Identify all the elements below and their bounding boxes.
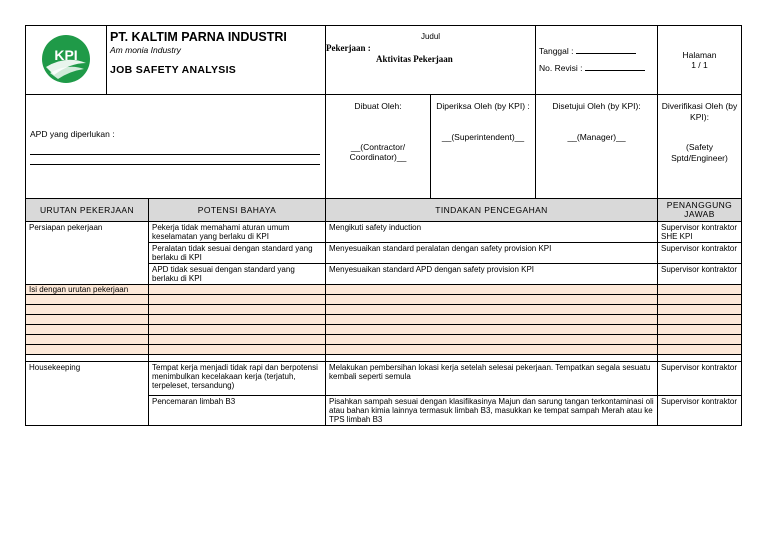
hazard-cell: Peralatan tidak sesuai dengan standard yang berlaku di KPI [149,243,326,264]
diverifikasi-role: (Safety Sptd/Engineer) [671,142,728,163]
company-name: PT. KALTIM PARNA INDUSTRI [110,30,287,44]
spacer-row [26,355,742,362]
disetujui-role: __(Manager)__ [567,131,626,142]
fill-row[interactable] [26,325,742,335]
hazard-cell: Tempat kerja menjadi tidak rapi dan berpotensi menimbulkan kecelakaan kerja (terjatuh, terpeleset, tersandung) [149,362,326,396]
halaman-cell [658,26,742,95]
company-subtitle: Am monia Industry [110,45,181,55]
apd-label: APD yang diperlukan : [30,128,115,139]
pic-cell: Supervisor kontraktor [658,264,742,285]
col-tindakan: TINDAKAN PENCEGAHAN [326,199,658,222]
isi-hint[interactable]: Isi dengan urutan pekerjaan [26,285,149,295]
diperiksa-label: Diperiksa Oleh (by KPI) : [436,101,530,111]
pic-cell: Supervisor kontraktor SHE KPI [658,222,742,243]
dibuat-label: Dibuat Oleh: [354,101,402,111]
diperiksa-cell [431,95,536,199]
company-cell [107,26,326,95]
apd-line-2[interactable] [30,164,320,165]
dibuat-cell [326,95,431,199]
col-penanggung: PENANGGUNG JAWAB [658,199,742,222]
action-cell: Melakukan pembersihan lokasi kerja setelah selesai pekerjaan. Tempatkan segala sesuatu kembali seperti semula [326,362,658,396]
apd-line-1[interactable] [30,154,320,155]
document-title: JOB SAFETY ANALYSIS [110,64,237,76]
jsa-form [25,25,741,426]
urutan-cell: Housekeeping [26,362,149,426]
halaman-value: 1 / 1 [691,60,708,70]
hazard-cell: Pekerja tidak memahami aturan umum keselamatan yang berlaku di KPI [149,222,326,243]
diverifikasi-label: Diverifikasi Oleh (by KPI): [661,101,738,122]
table-row [26,222,742,243]
hazard-cell: Pencemaran limbah B3 [149,396,326,426]
action-cell: Menyesuaikan standard peralatan dengan safety provision KPI [326,243,658,264]
judul-label: Judul [420,32,441,41]
fill-row[interactable] [26,315,742,325]
halaman-label: Halaman [682,50,717,60]
pic-cell: Supervisor kontraktor [658,243,742,264]
tanggal-label: Tanggal : [539,46,574,56]
hazard-cell: APD tidak sesuai dengan standard yang berlaku di KPI [149,264,326,285]
dibuat-role: __(Contractor/ Coordinator)__ [349,141,407,162]
table-row [26,362,742,396]
pic-cell: Supervisor kontraktor [658,396,742,426]
disetujui-label: Disetujui Oleh (by KPI): [552,101,641,111]
aktivitas-field[interactable]: Aktivitas Pekerjaan [376,54,453,64]
action-cell: Menyesuaikan standard APD dengan safety provision KPI [326,264,658,285]
logo-text: KPI [54,47,78,63]
disetujui-cell [536,95,658,199]
pekerjaan-label: Pekerjaan : [326,43,371,53]
jsa-table [25,25,742,426]
col-potensi: POTENSI BAHAYA [149,199,326,222]
revisi-label: No. Revisi : [539,63,583,73]
judul-cell [326,26,536,95]
apd-cell [26,95,326,199]
revisi-field[interactable] [585,63,645,71]
logo-cell [26,26,107,95]
fill-row[interactable] [26,285,742,295]
action-cell: Pisahkan sampah sesuai dengan klasifikasinya Majun dan sarung tangan terkontaminasi oli atau bahan kimia lainnya termasuk limbah B3, masukkan ke tempat sampah Merah atau ke TPS limbah B3 [326,396,658,426]
diverifikasi-cell [658,95,742,199]
urutan-cell: Persiapan pekerjaan [26,222,149,285]
diperiksa-role: __(Superintendent)__ [441,131,525,142]
fill-row[interactable] [26,345,742,355]
col-urutan: URUTAN PEKERJAAN [26,199,149,222]
fill-row[interactable] [26,305,742,315]
tanggal-field[interactable] [576,46,636,54]
kpi-logo-icon [40,33,92,85]
action-cell: Mengikuti safety induction [326,222,658,243]
fill-row[interactable] [26,295,742,305]
fill-row[interactable] [26,335,742,345]
pic-cell: Supervisor kontraktor [658,362,742,396]
date-revision-cell [536,26,658,95]
